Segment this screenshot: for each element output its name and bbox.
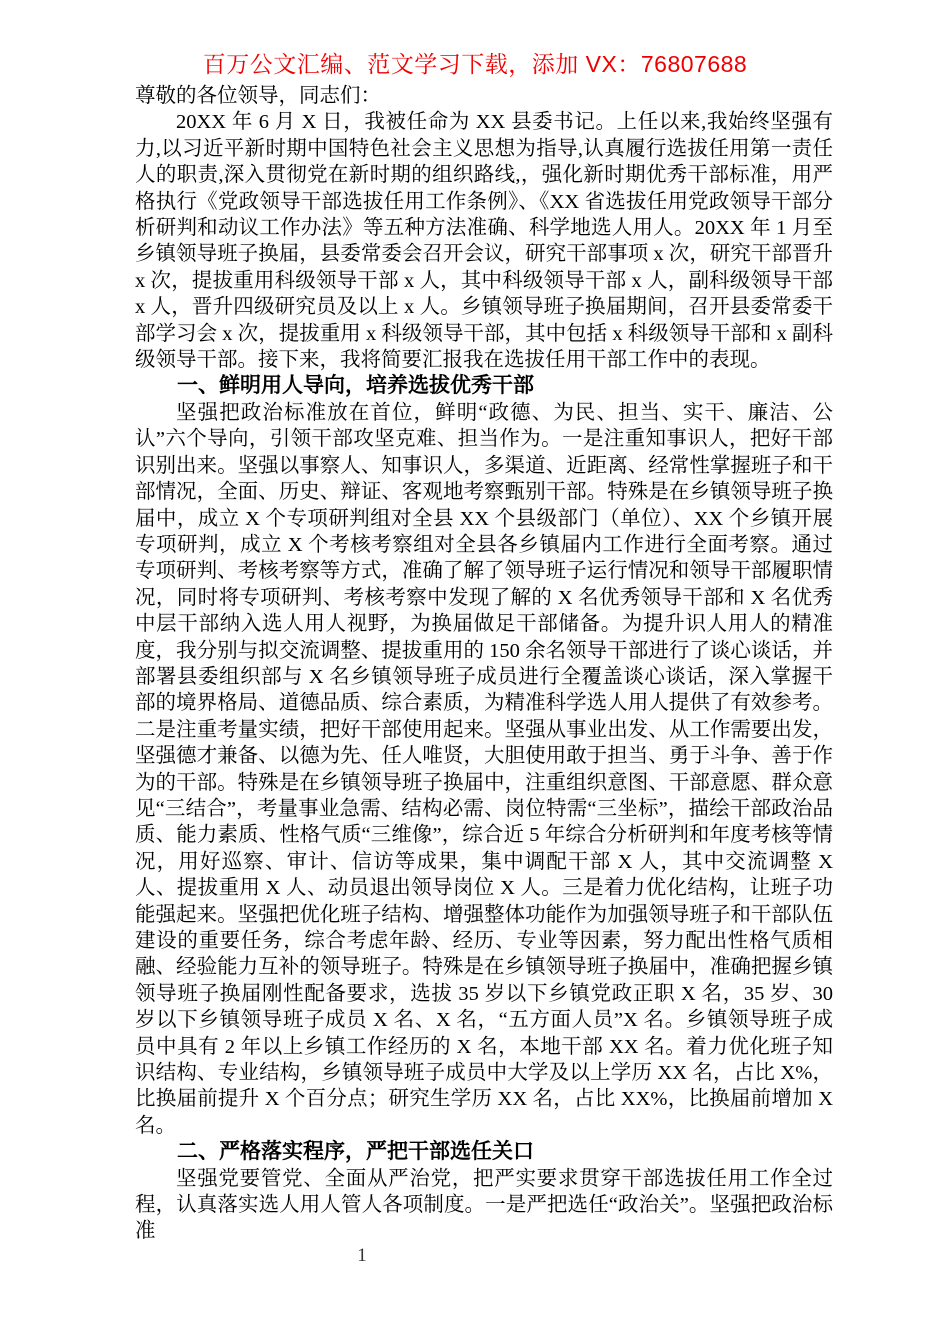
page-number: 1 [357,1245,367,1266]
promo-banner [0,46,950,79]
promo-text: 百万公文汇编、范文学习下载，添加 VX：76807688 [202,51,748,77]
section-2-heading: 二、严格落实程序，严把干部选任关口 [177,1140,534,1164]
section-1-heading: 一、鲜明用人导向，培养选拔优秀干部 [177,374,534,398]
section-2-paragraph: 坚强党要管党、全面从严治党，把严实要求贯穿干部选拔任用工作全过程，认真落实选人用人管人各项制度。一是严把选任“政治关”。坚强把政治标准 [135,1167,833,1243]
salutation: 尊敬的各位领导，同志们： [135,85,381,107]
section-1-paragraph: 坚强把政治标准放在首位，鲜明“政德、为民、担当、实干、廉洁、公认”六个导向，引领干部攻坚克难、担当作为。一是注重知事识人，把好干部识别出来。坚强以事察人、知事识人，多渠道、近距离、经常性掌握班子和干部情况，全面、历史、辩证、客观地考察甄别干部。特殊是在乡镇领导班子换届中，成立 X 个专项研判组对全县 XX 个县级部门（单位）、XX 个乡镇开展专项研判，成立 X 个考核考察组对全县各乡镇届内工作进行全面考察。通过专项研判、考核考察等方式，准确了解了领导班子运行情况和领导干部履职情况，同时将专项研判、考核考察中发现了解的 X 名优秀领导干部和 X 名优秀中层干部纳入选人用人视野，为换届做足干部储备。为提升识人用人的精准度，我分别与拟交流调整、提拔重用的 150 余名领导干部进行了谈心谈话，并部署县委组织部与 X 名乡镇领导班子成员进行全覆盖谈心谈话，深入掌握干部的境界格局、道德品质、综合素质，为精准科学选人用人提供了有效参考。二是注重考量实绩，把好干部使用起来。坚强从事业出发、从工作需要出发，坚强德才兼备、以德为先、任人唯贤，大胆使用敢于担当、勇于斗争、善于作为的干部。特殊是在乡镇领导班子换届中，注重组织意图、干部意愿、群众意见“三结合”，考量事业急需、结构必需、岗位特需“三坐标”，描绘干部政治品质、能力素质、性格气质“三维像”，综合近 5 年综合分析研判和年度考核等情况，用好巡察、审计、信访等成果，集中调配干部 X 人，其中交流调整 X 人、提拔重用 X 人、动员退出领导岗位 X 人。三是着力优化结构，让班子功能强起来。坚强把优化班子结构、增强整体功能作为加强领导班子和干部队伍建设的重要任务，综合考虑年龄、经历、专业等因素，努力配出性格气质相融、经验能力互补的领导班子。特殊是在乡镇领导班子换届中，准确把握乡镇领导班子换届刚性配备要求，选拔 35 岁以下乡镇党政正职 X 名，35 岁、30 岁以下乡镇领导班子成员 X 名、X 名，“五方面人员”X 名。乡镇领导班子成员中具有 2 年以上乡镇工作经历的 X 名，本地干部 XX 名。着力优化班子知识结构、专业结构，乡镇领导班子成员中大学及以上学历 XX 名，占比 X%，比换届前提升 X 个百分点；研究生学历 XX 名，占比 XX%，比换届前增加 X 名。 [135,401,833,1137]
document-body [135,83,833,1245]
opening-paragraph: 20XX 年 6 月 X 日，我被任命为 XX 县委书记。上任以来,我始终坚强有力,以习近平新时期中国特色社会主义思想为指导,认真履行选拔任用第一责任人的职责,深入贯彻党在新时期的组织路线,，强化新时期优秀干部标准，用严格执行《党政领导干部选拔任用工作条例》、《XX 省选拔任用党政领导干部分析研判和动议工作办法》等五种方法准确、科学地选人用人。20XX 年 1 月至乡镇领导班子换届，县委常委会召开会议，研究干部事项 x 次，研究干部晋升 x 次，提拔重用科级领导干部 x 人，其中科级领导干部 x 人，副科级领导干部 x 人，晋升四级研究员及以上 x 人。乡镇领导班子换届期间，召开县委常委干部学习会 x 次，提拔重用 x 科级领导干部，其中包括 x 科级领导干部和 x 副科级领导干部。接下来，我将简要汇报我在选拔任用干部工作中的表现。 [135,111,833,372]
